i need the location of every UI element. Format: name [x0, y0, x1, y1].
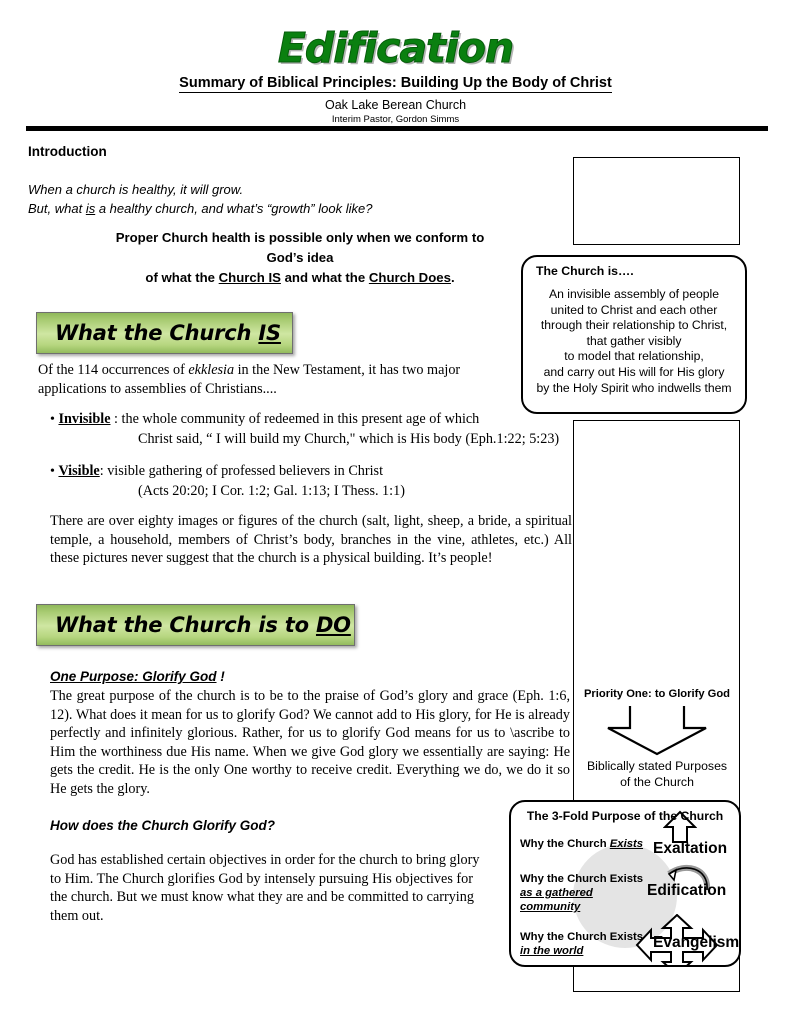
introduction-lines: [28, 180, 372, 218]
one-purpose-heading: [50, 669, 225, 684]
banner-what-the-church-is: [36, 312, 293, 354]
bullet-invisible-line1: [50, 410, 570, 430]
document-subtitle: [0, 74, 791, 93]
callout-line: through their relationship to Christ,: [540, 318, 728, 333]
document-subtitle-text: Summary of Biblical Principles: Building Up the Body of Christ: [179, 75, 612, 91]
bullet-visible-text: : visible gathering of professed believers in Christ: [99, 463, 384, 479]
priority-one-diagram: [578, 688, 736, 790]
introduction-line-1: When a church is healthy, it will grow.: [28, 182, 244, 197]
intro-l2-a: But, what: [28, 201, 86, 216]
tf-why-2-plain: Why the Church Exists: [520, 873, 644, 885]
one-purpose-paragraph: The great purpose of the church is to be to the praise of God’s glory and grace (Eph. 1:6, 12). What does it mean for us to glorify God? We cannot add to His glory, for He is already perfectly and infinitely glorious. Rather, for us to glorify God means for us to \ascribe to Him the worthiness due His name. When we give God glory we essentially are saying: He gets the credit. He is the only One worthy to receive credit. Everything we do, we do it so He gets the glory.: [50, 688, 570, 797]
callout-line: and carry out His will for His glory: [543, 364, 725, 379]
priority-one-label: Priority One: to Glorify God: [583, 688, 731, 700]
introduction-heading: Introduction: [28, 144, 107, 159]
callout-line: that gather visibly: [586, 333, 682, 348]
intro-l2-underline: is: [85, 201, 96, 216]
church-is-callout: [521, 255, 747, 414]
author-byline: Interim Pastor, Gordon Simms: [331, 114, 460, 125]
conform-church-does: Church Does: [368, 270, 451, 285]
tf-why-3-emph: in the world: [520, 945, 584, 957]
bullet-dot-icon: •: [50, 412, 55, 427]
bullet-visible-line1: [50, 462, 570, 482]
threefold-word-evangelism: Evangelism: [653, 934, 740, 951]
conform-statement: [60, 228, 540, 288]
bullet-invisible-label: Invisible: [58, 411, 111, 427]
tf-why-1-plain: Why the Church: [520, 838, 610, 850]
banner-do-text: What the Church is to: [55, 613, 316, 637]
banner-is-text: What the Church: [55, 321, 259, 345]
banner-do-label: [37, 613, 351, 637]
conform-line-1: Proper Church health is possible only when we conform to: [115, 230, 485, 245]
header-divider-rule: [26, 126, 768, 131]
tf-why-1-emph: Exists: [609, 838, 644, 850]
one-purpose-heading-bang: !: [216, 669, 225, 684]
conform-l3-c: .: [450, 270, 455, 285]
priority-one-result: [578, 758, 736, 790]
threefold-purpose-diagram: [509, 800, 741, 967]
priority-result-line-1: Biblically stated Purposes: [586, 759, 728, 773]
one-purpose-heading-underlined: One Purpose: Glorify God: [50, 669, 217, 684]
threefold-why-exaltation: [520, 837, 643, 851]
tf-why-3-plain: Why the Church Exists: [520, 931, 644, 943]
down-block-arrow-icon: [602, 704, 712, 756]
tf-why-2-emph: as a gathered: [520, 887, 593, 899]
organization-name: Oak Lake Berean Church: [324, 98, 467, 112]
introduction-line-2: [28, 199, 372, 218]
bullet-invisible-text: : the whole community of redeemed in this present age of which: [110, 411, 480, 427]
threefold-word-exaltation: Exaltation: [653, 840, 728, 857]
church-is-callout-title: The Church is….: [536, 264, 634, 278]
callout-line: to model that relationship,: [564, 349, 704, 364]
document-header: [0, 0, 791, 126]
how-glorify-paragraph: God has established certain objectives in order for the church to bring glory to Him. The Church glorifies God by intensely pursuing His objectives for the church. But we must know what they are and be committed to carrying them out.: [50, 852, 480, 924]
page-title: Edification: [277, 24, 514, 72]
conform-line-3: [60, 268, 540, 288]
bullet-visible: [50, 462, 570, 500]
threefold-why-evangelism: [520, 930, 643, 958]
conform-line-2: God’s idea: [266, 250, 334, 265]
tf-why-2-line2: community: [520, 901, 581, 913]
ekklesia-paragraph: [38, 361, 508, 398]
callout-line: by the Holy Spirit who indwells them: [536, 380, 732, 395]
images-of-church-paragraph: There are over eighty images or figures of the church (salt, light, sheep, a bride, a spiritual temple, a household, members of Christ’s body, branches in the vine, athletes, etc.) All these pictures never suggest that the church is a physical building. It’s people!: [50, 513, 572, 566]
conform-l3-b: and what the: [280, 270, 369, 285]
callout-line: united to Christ and each other: [550, 302, 718, 317]
how-glorify-heading: How does the Church Glorify God?: [50, 818, 276, 833]
banner-do-underline: DO: [315, 613, 351, 637]
church-is-callout-body: [523, 278, 745, 396]
bullet-invisible: [50, 410, 570, 448]
threefold-word-edification: Edification: [647, 882, 727, 899]
threefold-why-edification: [520, 872, 643, 914]
conform-church-is: Church IS: [218, 270, 281, 285]
ekklesia-b: in the New Testament, it has two major applications to assemblies of Christians....: [38, 362, 461, 397]
callout-line: An invisible assembly of people: [548, 287, 720, 301]
priority-result-line-2: of the Church: [620, 775, 694, 789]
bullet-visible-line2: (Acts 20:20; I Cor. 1:2; Gal. 1:13; I Thess. 1:1): [138, 482, 405, 499]
threefold-title: The 3-Fold Purpose of the Church: [526, 809, 724, 823]
banner-is-label: [37, 321, 281, 345]
conform-l3-a: of what the: [145, 270, 219, 285]
banner-what-the-church-is-to-do: [36, 604, 355, 646]
bullet-invisible-line2: Christ said, “ I will build my Church," which is His body (Eph.1:22; 5:23): [138, 430, 560, 447]
bullet-dot-icon: •: [50, 464, 55, 479]
ekklesia-a: Of the 114 occurrences of: [38, 362, 189, 378]
banner-is-underline: IS: [258, 321, 281, 345]
ekklesia-italic-term: ekklesia: [188, 362, 235, 378]
intro-l2-b: a healthy church, and what’s “growth” look like?: [95, 201, 373, 216]
bullet-visible-label: Visible: [58, 463, 100, 479]
sidebar-box-top: [573, 157, 740, 245]
